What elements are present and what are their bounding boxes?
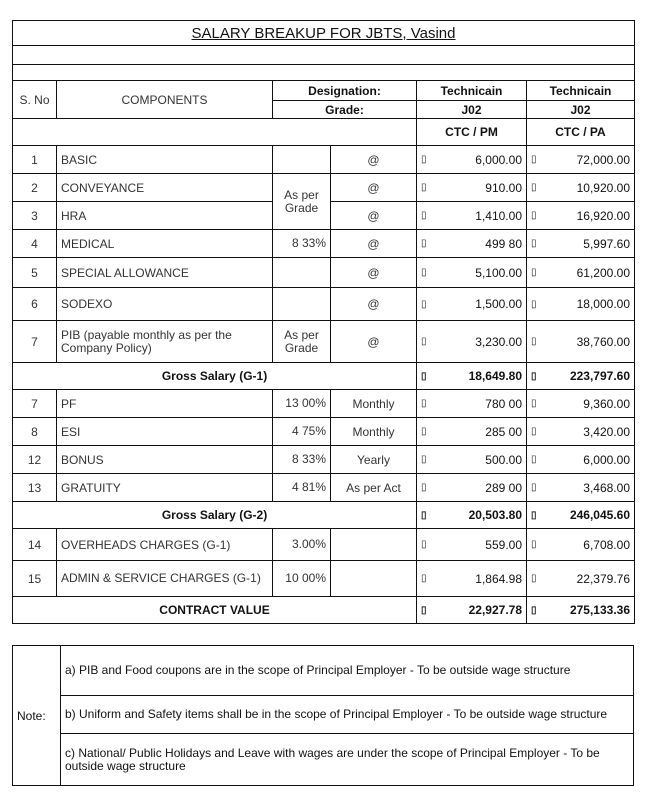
table-row: [13, 418, 635, 446]
currency-icon: ▯: [531, 370, 537, 382]
pm-cell: [417, 446, 527, 474]
contract-value-pm: [417, 597, 527, 624]
component-cell: MEDICAL: [57, 230, 273, 258]
amount: 285 00: [485, 424, 522, 439]
currency-icon: ▯: [421, 426, 427, 437]
type-cell: @: [331, 230, 417, 258]
amount: 18,649.80: [468, 369, 522, 383]
grade-pm: J02: [417, 101, 527, 119]
amount: 5,100.00: [475, 265, 522, 280]
ctc-pm-header: CTC / PM: [417, 119, 527, 146]
rate-cell: As per Grade: [273, 321, 331, 363]
table-row: [13, 174, 635, 202]
designation-label: Designation:: [273, 81, 417, 101]
currency-icon: ▯: [531, 336, 537, 347]
amount: 499 80: [485, 236, 522, 251]
type-cell: @: [331, 288, 417, 321]
amount: 6,000.00: [475, 152, 522, 167]
pm-cell: [417, 202, 527, 230]
amount: 10,920.00: [576, 180, 630, 195]
pa-cell: [527, 146, 635, 174]
pa-cell: [527, 174, 635, 202]
currency-icon: ▯: [421, 298, 427, 310]
component-cell: OVERHEADS CHARGES (G-1): [57, 529, 273, 561]
table-row: [13, 529, 635, 561]
rate-cell: 4 81%: [273, 474, 331, 502]
currency-icon: ▯: [421, 454, 427, 465]
pm-cell: [417, 474, 527, 502]
grade-label: Grade:: [273, 101, 417, 119]
type-cell: @: [331, 258, 417, 288]
currency-icon: ▯: [421, 573, 427, 584]
currency-icon: ▯: [531, 454, 537, 465]
gross-salary-g1-pm: [417, 363, 527, 390]
type-cell: As per Act: [331, 474, 417, 502]
rate-cell: As per Grade: [273, 174, 331, 230]
component-cell: ESI: [57, 418, 273, 446]
ctc-pa-header: CTC / PA: [527, 119, 635, 146]
amount: 22,927.78: [468, 603, 522, 617]
table-row: [13, 258, 635, 288]
table-title: SALARY BREAKUP FOR JBTS, Vasind: [13, 21, 635, 46]
rate-cell: [273, 258, 331, 288]
amount: 223,797.60: [569, 369, 630, 383]
sno-cell: 2: [13, 174, 57, 202]
currency-icon: ▯: [421, 509, 427, 521]
table-row: [13, 474, 635, 502]
designation-pa: Technicain: [527, 81, 635, 101]
contract-value-label: CONTRACT VALUE: [13, 597, 417, 624]
component-cell: PF: [57, 390, 273, 418]
pm-cell: [417, 174, 527, 202]
table-row: [13, 561, 635, 597]
amount: 1,500.00: [475, 297, 522, 311]
sno-cell: 8: [13, 418, 57, 446]
pm-cell: [417, 561, 527, 597]
amount: 3,230.00: [475, 334, 522, 349]
component-cell: BASIC: [57, 146, 273, 174]
sno-cell: 15: [13, 561, 57, 597]
pa-cell: [527, 258, 635, 288]
pa-cell: [527, 446, 635, 474]
pm-cell: [417, 288, 527, 321]
currency-icon: ▯: [421, 182, 427, 193]
component-cell: CONVEYANCE: [57, 174, 273, 202]
type-cell: Monthly: [331, 418, 417, 446]
note-label: Note:: [13, 646, 61, 786]
pa-cell: [527, 561, 635, 597]
amount: 5,997.60: [583, 236, 630, 251]
table-row: [13, 446, 635, 474]
currency-icon: ▯: [421, 482, 427, 493]
rate-cell: 3.00%: [273, 529, 331, 561]
sno-cell: 4: [13, 230, 57, 258]
amount: 289 00: [485, 480, 522, 495]
amount: 3,420.00: [583, 424, 630, 439]
component-cell: SPECIAL ALLOWANCE: [57, 258, 273, 288]
note-item: a) PIB and Food coupons are in the scope of Principal Employer - To be outside wage structure: [61, 646, 634, 696]
currency-icon: ▯: [421, 370, 427, 382]
pm-cell: [417, 390, 527, 418]
amount: 16,920.00: [576, 208, 630, 223]
amount: 3,468.00: [583, 480, 630, 495]
type-cell: [331, 529, 417, 561]
currency-icon: ▯: [531, 398, 537, 409]
amount: 38,760.00: [576, 334, 630, 349]
gross-salary-g2-label: Gross Salary (G-2): [13, 502, 417, 529]
currency-icon: ▯: [531, 539, 537, 550]
pa-cell: [527, 321, 635, 363]
currency-icon: ▯: [531, 604, 537, 616]
amount: 910.00: [485, 180, 522, 195]
amount: 1,864.98: [475, 571, 522, 586]
component-cell: PIB (payable monthly as per the Company Policy): [57, 321, 273, 363]
type-cell: @: [331, 174, 417, 202]
type-cell: @: [331, 321, 417, 363]
currency-icon: ▯: [421, 398, 427, 409]
table-row: [13, 230, 635, 258]
table-row: [13, 288, 635, 321]
rate-cell: [273, 288, 331, 321]
type-cell: @: [331, 202, 417, 230]
amount: 72,000.00: [576, 152, 630, 167]
pa-cell: [527, 390, 635, 418]
type-cell: @: [331, 146, 417, 174]
amount: 246,045.60: [569, 508, 630, 522]
rate-cell: 8 33%: [273, 446, 331, 474]
amount: 20,503.80: [468, 508, 522, 522]
note-item: b) Uniform and Safety items shall be in the scope of Principal Employer - To be outside wage structure: [61, 696, 634, 734]
amount: 22,379.76: [576, 571, 630, 586]
currency-icon: ▯: [421, 267, 427, 278]
amount: 6,708.00: [583, 537, 630, 552]
blank-row: [13, 65, 635, 81]
currency-icon: ▯: [531, 267, 537, 278]
currency-icon: ▯: [531, 182, 537, 193]
component-cell: ADMIN & SERVICE CHARGES (G-1): [57, 561, 273, 597]
type-cell: [331, 561, 417, 597]
sno-cell: 5: [13, 258, 57, 288]
pa-cell: [527, 230, 635, 258]
sno-cell: 13: [13, 474, 57, 502]
currency-icon: ▯: [421, 210, 427, 221]
currency-icon: ▯: [421, 154, 427, 165]
currency-icon: ▯: [531, 573, 537, 584]
currency-icon: ▯: [421, 604, 427, 616]
currency-icon: ▯: [531, 154, 537, 165]
currency-icon: ▯: [531, 238, 537, 249]
gross-salary-g2-pm: [417, 502, 527, 529]
currency-icon: ▯: [421, 238, 427, 249]
component-cell: GRATUITY: [57, 474, 273, 502]
rate-cell: 13 00%: [273, 390, 331, 418]
amount: 61,200.00: [576, 265, 630, 280]
sno-header: S. No: [13, 81, 57, 119]
gross-salary-g2: [13, 502, 635, 529]
amount: 9,360.00: [583, 396, 630, 411]
pm-cell: [417, 258, 527, 288]
currency-icon: ▯: [531, 298, 537, 310]
sno-cell: 7: [13, 390, 57, 418]
currency-icon: ▯: [531, 210, 537, 221]
sno-cell: 14: [13, 529, 57, 561]
rate-cell: [273, 146, 331, 174]
component-cell: HRA: [57, 202, 273, 230]
sno-cell: 6: [13, 288, 57, 321]
pa-cell: [527, 418, 635, 446]
type-cell: Yearly: [331, 446, 417, 474]
currency-icon: ▯: [421, 336, 427, 347]
amount: 780 00: [485, 396, 522, 411]
designation-pm: Technicain: [417, 81, 527, 101]
pm-cell: [417, 230, 527, 258]
amount: 500.00: [485, 452, 522, 467]
table-row: [13, 146, 635, 174]
gross-salary-g1-label: Gross Salary (G-1): [13, 363, 417, 390]
component-cell: BONUS: [57, 446, 273, 474]
type-cell: Monthly: [331, 390, 417, 418]
rate-cell: 10 00%: [273, 561, 331, 597]
pa-cell: [527, 474, 635, 502]
pm-cell: [417, 321, 527, 363]
amount: 1,410.00: [475, 208, 522, 223]
sno-cell: 3: [13, 202, 57, 230]
pa-cell: [527, 529, 635, 561]
table-row: [13, 321, 635, 363]
amount: 559.00: [485, 537, 522, 552]
sno-cell: 12: [13, 446, 57, 474]
gross-salary-g1-pa: [527, 363, 635, 390]
pm-cell: [417, 418, 527, 446]
component-cell: SODEXO: [57, 288, 273, 321]
components-header: COMPONENTS: [57, 81, 273, 119]
blank-row: [13, 46, 635, 65]
pm-cell: [417, 146, 527, 174]
pa-cell: [527, 202, 635, 230]
table-row: [13, 390, 635, 418]
pa-cell: [527, 288, 635, 321]
gross-salary-g1: [13, 363, 635, 390]
grade-pa: J02: [527, 101, 635, 119]
contract-value-pa: [527, 597, 635, 624]
notes-table: [12, 645, 634, 786]
rate-cell: 8 33%: [273, 230, 331, 258]
sno-cell: 1: [13, 146, 57, 174]
amount: 6,000.00: [583, 452, 630, 467]
currency-icon: ▯: [531, 426, 537, 437]
currency-icon: ▯: [531, 482, 537, 493]
pm-cell: [417, 529, 527, 561]
rate-cell: 4 75%: [273, 418, 331, 446]
currency-icon: ▯: [421, 539, 427, 550]
amount: 275,133.36: [569, 603, 630, 617]
blank-cell: [13, 119, 417, 146]
note-item: c) National/ Public Holidays and Leave with wages are under the scope of Principal Employer - To be outside wage structure: [61, 734, 634, 786]
contract-value: [13, 597, 635, 624]
salary-breakup-table: [12, 20, 635, 624]
sno-cell: 7: [13, 321, 57, 363]
gross-salary-g2-pa: [527, 502, 635, 529]
currency-icon: ▯: [531, 509, 537, 521]
amount: 18,000.00: [576, 297, 630, 311]
